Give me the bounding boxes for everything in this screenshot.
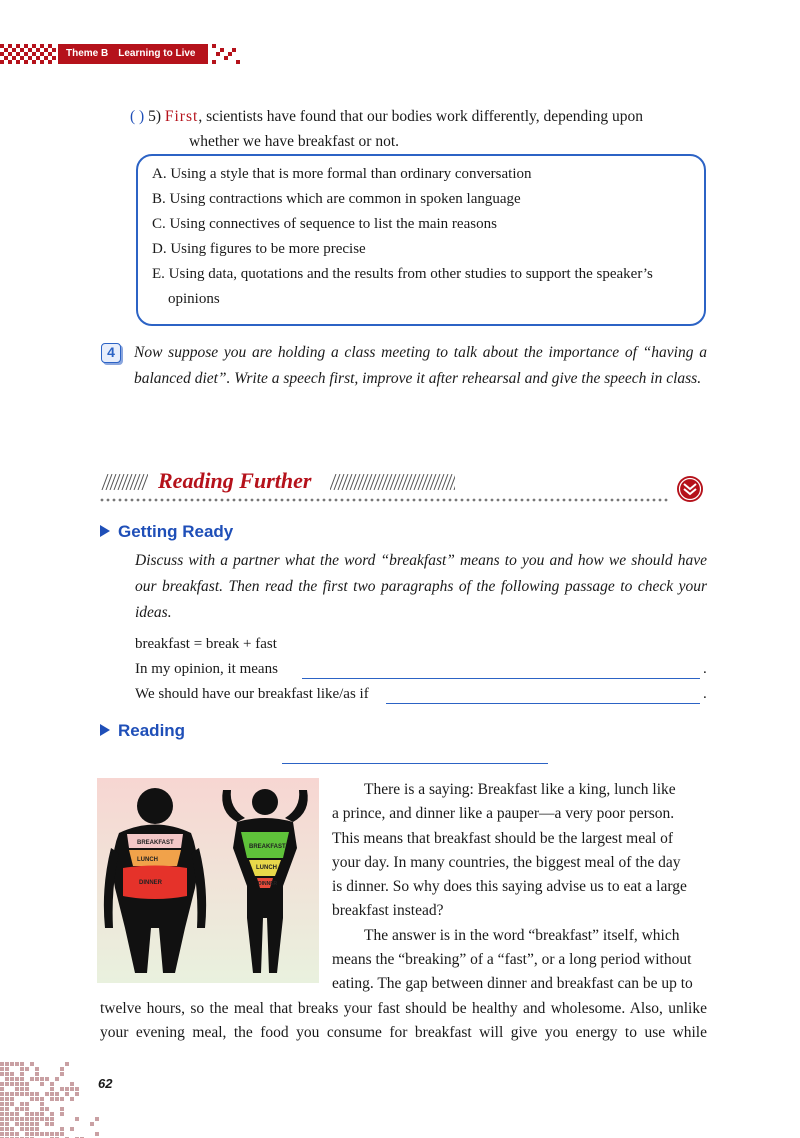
paragraph-1 <box>332 778 707 997</box>
p2-full-line-1: twelve hours, so the meal that breaks your fast should be healthy and wholesome. Also, unlike <box>100 1000 707 1017</box>
answer-blank[interactable]: ( ) <box>130 108 145 125</box>
breakfast-body-illustration <box>97 778 319 983</box>
theme-label: Theme B <box>66 48 109 59</box>
label-left-lunch: LUNCH <box>137 857 158 863</box>
unit-label: Learning to Live <box>118 48 196 59</box>
reading-label: Reading <box>118 721 186 740</box>
footer-pixel-pattern <box>0 1062 100 1138</box>
p1-line-4: your day. In many countries, the biggest meal of the day <box>332 853 681 871</box>
fill-line-3-prefix: We should have our breakfast like/as if <box>135 686 369 702</box>
option-a: A. Using a style that is more formal than ordinary conversation <box>152 166 532 182</box>
reading-further-title: Reading Further <box>158 468 312 493</box>
answer-blank-line-2[interactable] <box>386 703 700 704</box>
option-b: B. Using contractions which are common in spoken language <box>152 191 521 207</box>
fill-line-2 <box>135 657 278 682</box>
task-number-badge: 4 <box>101 343 121 363</box>
options-list <box>152 162 697 312</box>
reading-heading <box>100 721 185 741</box>
p1-line-2: a prince, and dinner like a pauper—a very poor person. <box>332 805 675 823</box>
option-d: D. Using figures to be more precise <box>152 241 366 257</box>
label-right-dinner: DINNER <box>258 881 278 887</box>
theme-tag <box>58 44 208 64</box>
title-blank-line[interactable] <box>282 763 548 764</box>
p1-line-1: There is a saying: Breakfast like a king, lunch like <box>364 781 676 798</box>
p1-line-6: breakfast instead? <box>332 902 444 920</box>
end-mark-2: . <box>703 686 707 702</box>
task-4-instruction: Now suppose you are holding a class meeting to talk about the importance of “having a balanced diet”. Write a speech first, improve it after rehearsal and give the speech in class. <box>134 344 707 387</box>
p2-full-line-2: your evening meal, the food you consume for breakfast will give you energy to use while <box>100 1024 707 1041</box>
question-text-line2: whether we have breakfast or not. <box>189 133 400 150</box>
banner-hatch-right <box>330 474 455 490</box>
question-5 <box>130 104 710 154</box>
highlighted-word: First <box>164 108 199 125</box>
p2-line-3: eating. The gap between dinner and breakfast can be up to <box>332 975 693 993</box>
option-c: C. Using connectives of sequence to list the main reasons <box>152 216 497 232</box>
p1-line-3: This means that breakfast should be the largest meal of <box>332 829 674 847</box>
fill-line-1: breakfast = break + fast <box>135 636 277 652</box>
getting-ready-label: Getting Ready <box>118 522 234 541</box>
label-left-breakfast: BREAKFAST <box>137 840 174 846</box>
triangle-bullet-icon <box>100 724 110 736</box>
fill-line-3 <box>135 682 369 707</box>
option-e-continued: opinions <box>168 291 220 307</box>
answer-blank-line-1[interactable] <box>302 678 700 679</box>
option-e: E. Using data, quotations and the results from other studies to support the speaker’s <box>152 266 653 282</box>
fill-line-2-prefix: In my opinion, it means <box>135 661 278 677</box>
label-left-dinner: DINNER <box>139 880 163 886</box>
p2-line-2: means the “breaking” of a “fast”, or a long period without <box>332 951 692 969</box>
p2-line-1: The answer is in the word “breakfast” itself, which <box>364 926 680 944</box>
banner-dotted-rule <box>100 497 672 503</box>
question-text-line1: , scientists have found that our bodies work differently, depending upon <box>198 108 643 125</box>
chevron-down-circle-icon[interactable] <box>676 475 704 503</box>
banner-hatch-left <box>100 474 148 490</box>
getting-ready-instruction: Discuss with a partner what the word “breakfast” means to you and how we should have our breakfast. Then read the first two paragraphs of the following passage to check your ideas. <box>135 552 707 621</box>
page-number: 62 <box>98 1076 113 1091</box>
label-right-lunch: LUNCH <box>256 865 277 871</box>
label-right-breakfast: BREAKFAST <box>249 844 286 850</box>
p1-line-5: is dinner. So why does this saying advise us to eat a large <box>332 878 687 896</box>
question-number: 5) <box>148 108 161 125</box>
getting-ready-heading <box>100 522 233 542</box>
triangle-bullet-icon <box>100 525 110 537</box>
end-mark-1: . <box>703 661 707 677</box>
